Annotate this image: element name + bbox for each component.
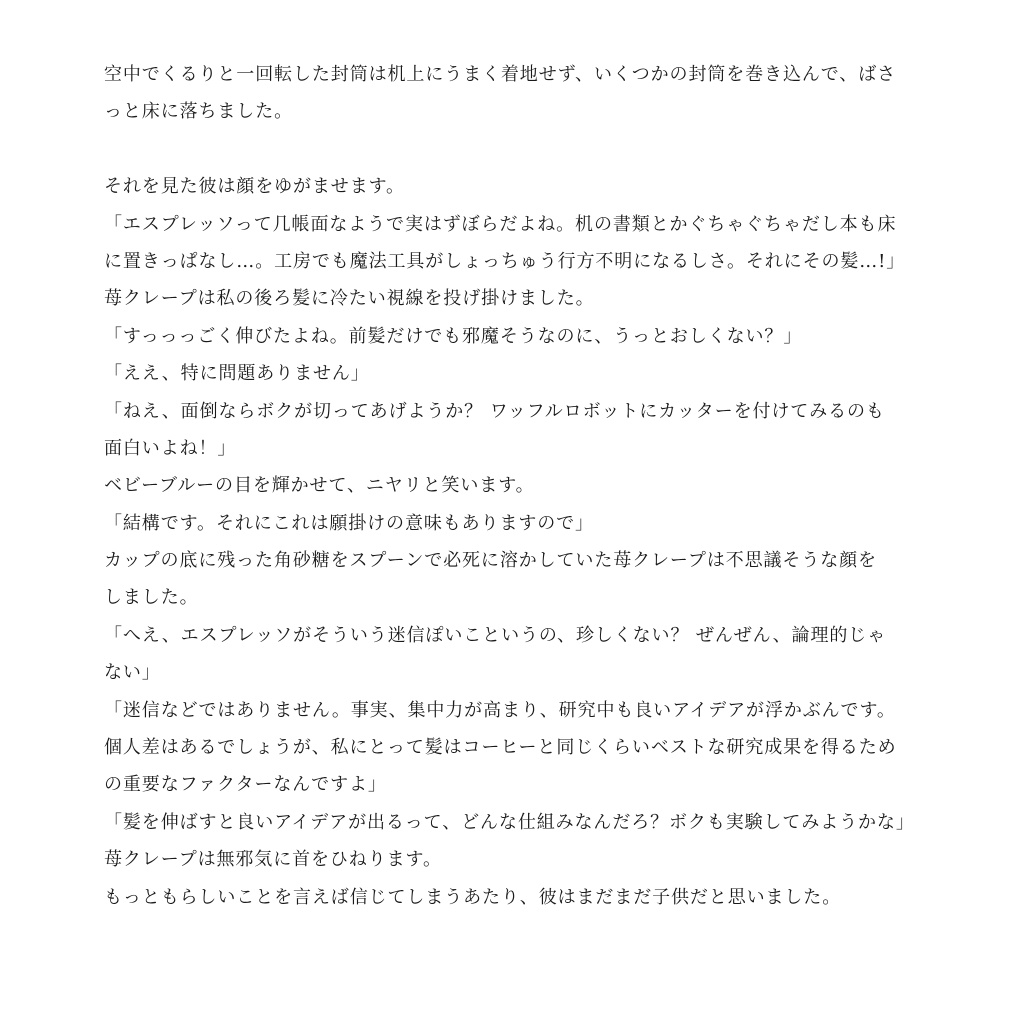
text-line: 「結構です。それにこれは願掛けの意味もありますので」 <box>104 512 594 534</box>
text-line: もっともらしいことを言えば信じてしまうあたり、彼はまだまだ子供だと思いました。 <box>104 886 842 908</box>
text-line: しました。 <box>104 587 199 609</box>
blank-line <box>104 131 934 168</box>
text-line: の重要なファクターなんですよ」 <box>104 774 387 796</box>
text-line: 「すっっっごく伸びたよね。前髪だけでも邪魔そうなのに、うっとおしくない？」 <box>104 325 803 347</box>
text-line: カップの底に残った角砂糖をスプーンで必死に溶かしていた苺クレープは不思議そうな顔を <box>104 550 877 572</box>
text-line: 「ねえ、面倒ならボクが切ってあげようか？ ワッフルロボットにカッターを付けてみるのも <box>104 400 885 422</box>
text-line: 「へえ、エスプレッソがそういう迷信ぽいこというの、珍しくない？ ぜんぜん、論理的じゃ <box>104 624 887 646</box>
text-line: 苺クレープは無邪気に首をひねります。 <box>104 849 442 871</box>
novel-text-block <box>104 56 934 916</box>
text-line: っと床に落ちました。 <box>104 101 293 123</box>
text-line: 空中でくるりと一回転した封筒は机上にうまく着地せず、いくつかの封筒を巻き込んで、ばさ <box>104 64 896 85</box>
text-line: ベビーブルーの目を輝かせて、ニヤリと笑います。 <box>104 475 535 497</box>
text-line: に置きっぱなし…。工房でも魔法工具がしょっちゅう行方不明になるしさ。それにその髪…!」 <box>104 250 906 272</box>
text-line: 「ええ、特に問題ありません」 <box>104 363 370 385</box>
text-line: 「エスプレッソって几帳面なようで実はずぼらだよね。机の書類とかぐちゃぐちゃだし本も床 <box>104 213 897 235</box>
text-line: ない」 <box>104 662 161 684</box>
text-line: 面白いよね！」 <box>104 437 237 459</box>
text-line: 「髪を伸ばすと良いアイデアが出るって、どんな仕組みなんだろ？ボクも実験してみようかな」 <box>104 811 915 833</box>
text-line: 苺クレープは私の後ろ髪に冷たい視線を投げ掛けました。 <box>104 288 595 310</box>
text-line: 個人差はあるでしょうが、私にとって髪はコーヒーと同じくらいベストな研究成果を得るため <box>104 737 897 759</box>
text-line: それを見た彼は顔をゆがませます。 <box>104 176 405 198</box>
text-line: 「迷信などではありません。事実、集中力が高まり、研究中も良いアイデアが浮かぶんです。 <box>104 699 896 721</box>
